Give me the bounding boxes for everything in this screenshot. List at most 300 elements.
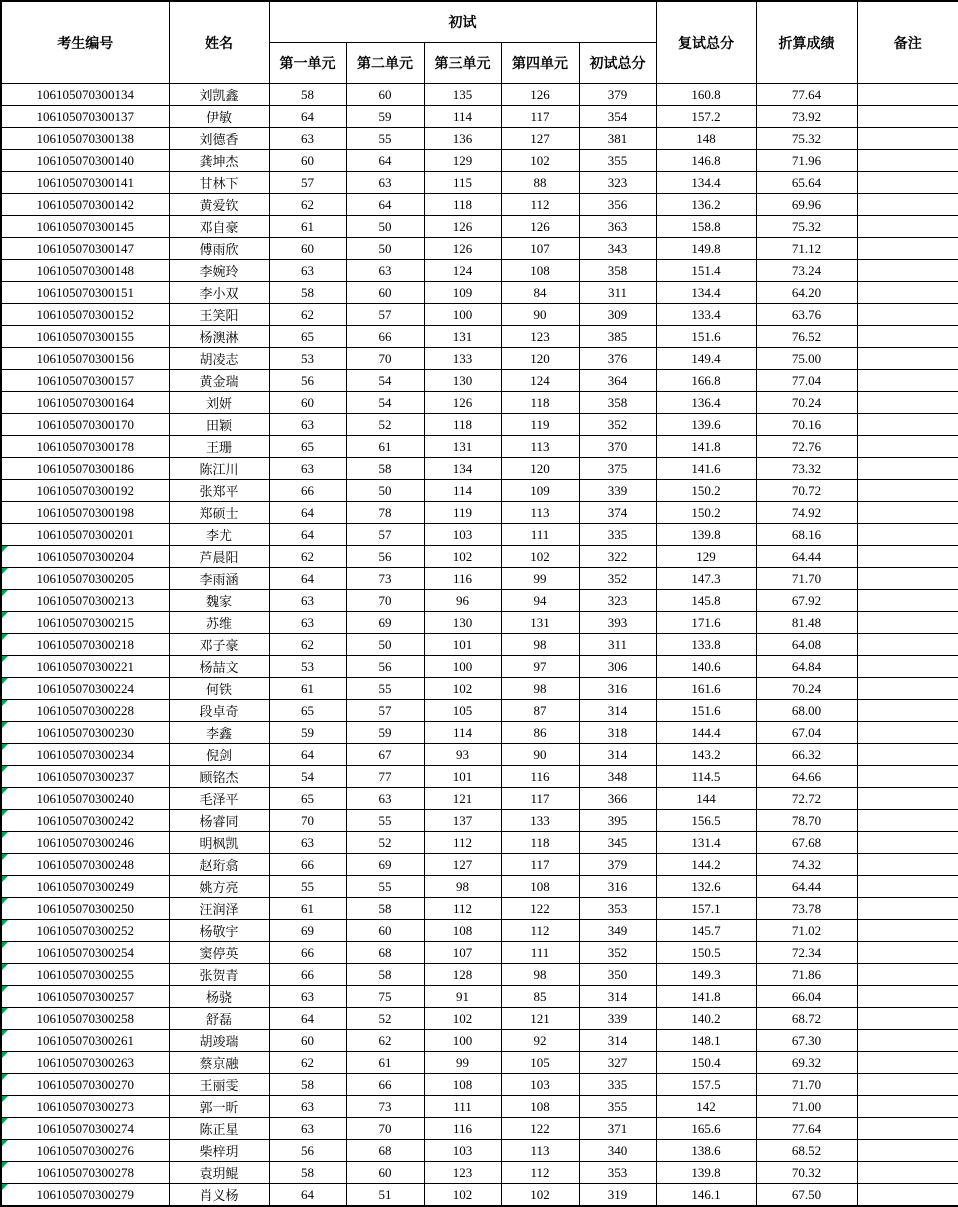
retest-total-cell[interactable]: 134.4 [656, 282, 756, 304]
retest-total-cell[interactable]: 136.2 [656, 194, 756, 216]
name-cell[interactable]: 姚方亮 [169, 876, 269, 898]
first-total-cell[interactable]: 349 [579, 920, 656, 942]
remark-cell[interactable] [857, 722, 958, 744]
candidate-id-cell[interactable]: 106105070300213 [1, 590, 169, 612]
unit4-cell[interactable]: 127 [501, 128, 579, 150]
unit1-cell[interactable]: 62 [269, 194, 346, 216]
converted-score-cell[interactable]: 75.32 [756, 128, 857, 150]
unit3-cell[interactable]: 131 [424, 326, 501, 348]
converted-score-cell[interactable]: 73.24 [756, 260, 857, 282]
header-unit1[interactable]: 第一单元 [269, 43, 346, 84]
candidate-id-cell[interactable]: 106105070300137 [1, 106, 169, 128]
remark-cell[interactable] [857, 392, 958, 414]
first-total-cell[interactable]: 314 [579, 986, 656, 1008]
unit1-cell[interactable]: 59 [269, 722, 346, 744]
unit1-cell[interactable]: 58 [269, 1162, 346, 1184]
unit3-cell[interactable]: 118 [424, 414, 501, 436]
unit3-cell[interactable]: 129 [424, 150, 501, 172]
converted-score-cell[interactable]: 67.68 [756, 832, 857, 854]
candidate-id-cell[interactable]: 106105070300198 [1, 502, 169, 524]
candidate-id-cell[interactable]: 106105070300205 [1, 568, 169, 590]
first-total-cell[interactable]: 379 [579, 84, 656, 106]
unit1-cell[interactable]: 63 [269, 458, 346, 480]
unit4-cell[interactable]: 97 [501, 656, 579, 678]
retest-total-cell[interactable]: 144.2 [656, 854, 756, 876]
converted-score-cell[interactable]: 70.72 [756, 480, 857, 502]
candidate-id-cell[interactable]: 106105070300204 [1, 546, 169, 568]
unit2-cell[interactable]: 59 [346, 106, 424, 128]
candidate-id-cell[interactable]: 106105070300147 [1, 238, 169, 260]
unit2-cell[interactable]: 77 [346, 766, 424, 788]
header-remark[interactable]: 备注 [857, 1, 958, 84]
candidate-id-cell[interactable]: 106105070300254 [1, 942, 169, 964]
unit4-cell[interactable]: 86 [501, 722, 579, 744]
remark-cell[interactable] [857, 1030, 958, 1052]
unit2-cell[interactable]: 73 [346, 568, 424, 590]
unit3-cell[interactable]: 98 [424, 876, 501, 898]
name-cell[interactable]: 何铁 [169, 678, 269, 700]
remark-cell[interactable] [857, 414, 958, 436]
unit2-cell[interactable]: 59 [346, 722, 424, 744]
unit3-cell[interactable]: 102 [424, 678, 501, 700]
converted-score-cell[interactable]: 71.70 [756, 568, 857, 590]
unit1-cell[interactable]: 65 [269, 788, 346, 810]
candidate-id-cell[interactable]: 106105070300151 [1, 282, 169, 304]
remark-cell[interactable] [857, 194, 958, 216]
converted-score-cell[interactable]: 68.00 [756, 700, 857, 722]
remark-cell[interactable] [857, 106, 958, 128]
retest-total-cell[interactable]: 134.4 [656, 172, 756, 194]
unit1-cell[interactable]: 53 [269, 348, 346, 370]
unit3-cell[interactable]: 127 [424, 854, 501, 876]
unit2-cell[interactable]: 70 [346, 590, 424, 612]
retest-total-cell[interactable]: 132.6 [656, 876, 756, 898]
unit3-cell[interactable]: 114 [424, 722, 501, 744]
first-total-cell[interactable]: 311 [579, 634, 656, 656]
retest-total-cell[interactable]: 141.8 [656, 436, 756, 458]
unit2-cell[interactable]: 69 [346, 854, 424, 876]
retest-total-cell[interactable]: 149.3 [656, 964, 756, 986]
remark-cell[interactable] [857, 216, 958, 238]
candidate-id-cell[interactable]: 106105070300228 [1, 700, 169, 722]
remark-cell[interactable] [857, 238, 958, 260]
retest-total-cell[interactable]: 141.8 [656, 986, 756, 1008]
unit2-cell[interactable]: 50 [346, 634, 424, 656]
unit3-cell[interactable]: 100 [424, 656, 501, 678]
remark-cell[interactable] [857, 1118, 958, 1140]
unit2-cell[interactable]: 55 [346, 128, 424, 150]
unit3-cell[interactable]: 101 [424, 766, 501, 788]
retest-total-cell[interactable]: 148 [656, 128, 756, 150]
unit4-cell[interactable]: 120 [501, 458, 579, 480]
unit2-cell[interactable]: 52 [346, 1008, 424, 1030]
retest-total-cell[interactable]: 136.4 [656, 392, 756, 414]
converted-score-cell[interactable]: 77.64 [756, 1118, 857, 1140]
unit4-cell[interactable]: 98 [501, 964, 579, 986]
retest-total-cell[interactable]: 129 [656, 546, 756, 568]
candidate-id-cell[interactable]: 106105070300201 [1, 524, 169, 546]
unit2-cell[interactable]: 68 [346, 1140, 424, 1162]
first-total-cell[interactable]: 356 [579, 194, 656, 216]
unit4-cell[interactable]: 98 [501, 678, 579, 700]
first-total-cell[interactable]: 316 [579, 678, 656, 700]
unit3-cell[interactable]: 96 [424, 590, 501, 612]
converted-score-cell[interactable]: 68.16 [756, 524, 857, 546]
unit4-cell[interactable]: 116 [501, 766, 579, 788]
unit3-cell[interactable]: 108 [424, 1074, 501, 1096]
name-cell[interactable]: 李尤 [169, 524, 269, 546]
name-cell[interactable]: 李雨涵 [169, 568, 269, 590]
unit2-cell[interactable]: 60 [346, 920, 424, 942]
converted-score-cell[interactable]: 74.32 [756, 854, 857, 876]
unit2-cell[interactable]: 60 [346, 282, 424, 304]
first-total-cell[interactable]: 354 [579, 106, 656, 128]
unit1-cell[interactable]: 70 [269, 810, 346, 832]
unit4-cell[interactable]: 113 [501, 1140, 579, 1162]
name-cell[interactable]: 刘妍 [169, 392, 269, 414]
unit4-cell[interactable]: 111 [501, 524, 579, 546]
unit2-cell[interactable]: 73 [346, 1096, 424, 1118]
converted-score-cell[interactable]: 71.02 [756, 920, 857, 942]
name-cell[interactable]: 黄爱钦 [169, 194, 269, 216]
retest-total-cell[interactable]: 139.6 [656, 414, 756, 436]
candidate-id-cell[interactable]: 106105070300134 [1, 84, 169, 106]
name-cell[interactable]: 袁玥鲲 [169, 1162, 269, 1184]
unit4-cell[interactable]: 90 [501, 304, 579, 326]
name-cell[interactable]: 田颖 [169, 414, 269, 436]
first-total-cell[interactable]: 309 [579, 304, 656, 326]
unit4-cell[interactable]: 102 [501, 150, 579, 172]
first-total-cell[interactable]: 323 [579, 172, 656, 194]
unit3-cell[interactable]: 114 [424, 106, 501, 128]
converted-score-cell[interactable]: 65.64 [756, 172, 857, 194]
unit3-cell[interactable]: 134 [424, 458, 501, 480]
unit1-cell[interactable]: 61 [269, 216, 346, 238]
unit2-cell[interactable]: 60 [346, 84, 424, 106]
retest-total-cell[interactable]: 161.6 [656, 678, 756, 700]
unit4-cell[interactable]: 112 [501, 194, 579, 216]
unit4-cell[interactable]: 126 [501, 84, 579, 106]
retest-total-cell[interactable]: 158.8 [656, 216, 756, 238]
unit1-cell[interactable]: 65 [269, 700, 346, 722]
unit1-cell[interactable]: 62 [269, 304, 346, 326]
unit4-cell[interactable]: 117 [501, 854, 579, 876]
unit4-cell[interactable]: 124 [501, 370, 579, 392]
name-cell[interactable]: 芦晨阳 [169, 546, 269, 568]
name-cell[interactable]: 赵珩翕 [169, 854, 269, 876]
converted-score-cell[interactable]: 66.32 [756, 744, 857, 766]
unit4-cell[interactable]: 85 [501, 986, 579, 1008]
unit1-cell[interactable]: 65 [269, 326, 346, 348]
remark-cell[interactable] [857, 348, 958, 370]
unit4-cell[interactable]: 87 [501, 700, 579, 722]
first-total-cell[interactable]: 376 [579, 348, 656, 370]
unit2-cell[interactable]: 61 [346, 436, 424, 458]
unit1-cell[interactable]: 64 [269, 744, 346, 766]
remark-cell[interactable] [857, 260, 958, 282]
remark-cell[interactable] [857, 458, 958, 480]
first-total-cell[interactable]: 340 [579, 1140, 656, 1162]
candidate-id-cell[interactable]: 106105070300279 [1, 1184, 169, 1207]
remark-cell[interactable] [857, 282, 958, 304]
retest-total-cell[interactable]: 160.8 [656, 84, 756, 106]
unit1-cell[interactable]: 66 [269, 480, 346, 502]
unit2-cell[interactable]: 55 [346, 678, 424, 700]
converted-score-cell[interactable]: 72.34 [756, 942, 857, 964]
unit1-cell[interactable]: 56 [269, 370, 346, 392]
first-total-cell[interactable]: 323 [579, 590, 656, 612]
converted-score-cell[interactable]: 71.86 [756, 964, 857, 986]
unit4-cell[interactable]: 133 [501, 810, 579, 832]
candidate-id-cell[interactable]: 106105070300141 [1, 172, 169, 194]
unit1-cell[interactable]: 64 [269, 524, 346, 546]
retest-total-cell[interactable]: 145.7 [656, 920, 756, 942]
unit4-cell[interactable]: 113 [501, 502, 579, 524]
remark-cell[interactable] [857, 1074, 958, 1096]
converted-score-cell[interactable]: 67.30 [756, 1030, 857, 1052]
unit4-cell[interactable]: 112 [501, 920, 579, 942]
first-total-cell[interactable]: 375 [579, 458, 656, 480]
retest-total-cell[interactable]: 156.5 [656, 810, 756, 832]
unit3-cell[interactable]: 102 [424, 1008, 501, 1030]
unit2-cell[interactable]: 67 [346, 744, 424, 766]
name-cell[interactable]: 刘凯鑫 [169, 84, 269, 106]
retest-total-cell[interactable]: 141.6 [656, 458, 756, 480]
remark-cell[interactable] [857, 546, 958, 568]
candidate-id-cell[interactable]: 106105070300274 [1, 1118, 169, 1140]
converted-score-cell[interactable]: 64.08 [756, 634, 857, 656]
converted-score-cell[interactable]: 66.04 [756, 986, 857, 1008]
header-converted-score[interactable]: 折算成绩 [756, 1, 857, 84]
unit2-cell[interactable]: 63 [346, 172, 424, 194]
unit2-cell[interactable]: 66 [346, 326, 424, 348]
retest-total-cell[interactable]: 151.4 [656, 260, 756, 282]
header-first-exam-group[interactable]: 初试 [269, 1, 656, 43]
unit3-cell[interactable]: 123 [424, 1162, 501, 1184]
first-total-cell[interactable]: 339 [579, 480, 656, 502]
unit3-cell[interactable]: 119 [424, 502, 501, 524]
converted-score-cell[interactable]: 64.20 [756, 282, 857, 304]
unit4-cell[interactable]: 108 [501, 1096, 579, 1118]
remark-cell[interactable] [857, 172, 958, 194]
name-cell[interactable]: 郑硕士 [169, 502, 269, 524]
retest-total-cell[interactable]: 150.2 [656, 480, 756, 502]
remark-cell[interactable] [857, 568, 958, 590]
unit3-cell[interactable]: 91 [424, 986, 501, 1008]
unit1-cell[interactable]: 66 [269, 964, 346, 986]
first-total-cell[interactable]: 322 [579, 546, 656, 568]
candidate-id-cell[interactable]: 106105070300145 [1, 216, 169, 238]
retest-total-cell[interactable]: 114.5 [656, 766, 756, 788]
retest-total-cell[interactable]: 146.1 [656, 1184, 756, 1207]
unit3-cell[interactable]: 105 [424, 700, 501, 722]
unit3-cell[interactable]: 102 [424, 546, 501, 568]
unit4-cell[interactable]: 118 [501, 832, 579, 854]
converted-score-cell[interactable]: 70.24 [756, 392, 857, 414]
unit2-cell[interactable]: 51 [346, 1184, 424, 1207]
remark-cell[interactable] [857, 766, 958, 788]
converted-score-cell[interactable]: 77.64 [756, 84, 857, 106]
name-cell[interactable]: 甘林下 [169, 172, 269, 194]
name-cell[interactable]: 王珊 [169, 436, 269, 458]
first-total-cell[interactable]: 314 [579, 700, 656, 722]
unit3-cell[interactable]: 126 [424, 216, 501, 238]
unit1-cell[interactable]: 56 [269, 1140, 346, 1162]
name-cell[interactable]: 王丽雯 [169, 1074, 269, 1096]
unit4-cell[interactable]: 102 [501, 1184, 579, 1207]
unit2-cell[interactable]: 68 [346, 942, 424, 964]
retest-total-cell[interactable]: 143.2 [656, 744, 756, 766]
unit1-cell[interactable]: 65 [269, 436, 346, 458]
first-total-cell[interactable]: 327 [579, 1052, 656, 1074]
first-total-cell[interactable]: 339 [579, 1008, 656, 1030]
remark-cell[interactable] [857, 590, 958, 612]
retest-total-cell[interactable]: 133.8 [656, 634, 756, 656]
unit2-cell[interactable]: 75 [346, 986, 424, 1008]
unit3-cell[interactable]: 136 [424, 128, 501, 150]
unit1-cell[interactable]: 63 [269, 1118, 346, 1140]
unit3-cell[interactable]: 126 [424, 238, 501, 260]
retest-total-cell[interactable]: 148.1 [656, 1030, 756, 1052]
candidate-id-cell[interactable]: 106105070300273 [1, 1096, 169, 1118]
name-cell[interactable]: 刘德香 [169, 128, 269, 150]
first-total-cell[interactable]: 311 [579, 282, 656, 304]
unit4-cell[interactable]: 99 [501, 568, 579, 590]
unit1-cell[interactable]: 69 [269, 920, 346, 942]
unit2-cell[interactable]: 58 [346, 898, 424, 920]
unit3-cell[interactable]: 118 [424, 194, 501, 216]
candidate-id-cell[interactable]: 106105070300221 [1, 656, 169, 678]
candidate-id-cell[interactable]: 106105070300270 [1, 1074, 169, 1096]
first-total-cell[interactable]: 374 [579, 502, 656, 524]
retest-total-cell[interactable]: 142 [656, 1096, 756, 1118]
name-cell[interactable]: 黄金瑞 [169, 370, 269, 392]
retest-total-cell[interactable]: 139.8 [656, 1162, 756, 1184]
remark-cell[interactable] [857, 832, 958, 854]
unit1-cell[interactable]: 64 [269, 568, 346, 590]
retest-total-cell[interactable]: 139.8 [656, 524, 756, 546]
unit1-cell[interactable]: 60 [269, 238, 346, 260]
candidate-id-cell[interactable]: 106105070300230 [1, 722, 169, 744]
first-total-cell[interactable]: 358 [579, 260, 656, 282]
candidate-id-cell[interactable]: 106105070300248 [1, 854, 169, 876]
first-total-cell[interactable]: 364 [579, 370, 656, 392]
retest-total-cell[interactable]: 151.6 [656, 700, 756, 722]
unit2-cell[interactable]: 57 [346, 700, 424, 722]
retest-total-cell[interactable]: 131.4 [656, 832, 756, 854]
name-cell[interactable]: 王笑阳 [169, 304, 269, 326]
unit2-cell[interactable]: 56 [346, 656, 424, 678]
unit1-cell[interactable]: 58 [269, 84, 346, 106]
remark-cell[interactable] [857, 854, 958, 876]
remark-cell[interactable] [857, 502, 958, 524]
retest-total-cell[interactable]: 146.8 [656, 150, 756, 172]
candidate-id-cell[interactable]: 106105070300142 [1, 194, 169, 216]
unit2-cell[interactable]: 64 [346, 150, 424, 172]
first-total-cell[interactable]: 371 [579, 1118, 656, 1140]
unit2-cell[interactable]: 52 [346, 832, 424, 854]
unit1-cell[interactable]: 58 [269, 282, 346, 304]
converted-score-cell[interactable]: 72.76 [756, 436, 857, 458]
unit1-cell[interactable]: 54 [269, 766, 346, 788]
retest-total-cell[interactable]: 147.3 [656, 568, 756, 590]
first-total-cell[interactable]: 343 [579, 238, 656, 260]
first-total-cell[interactable]: 314 [579, 1030, 656, 1052]
unit3-cell[interactable]: 126 [424, 392, 501, 414]
candidate-id-cell[interactable]: 106105070300276 [1, 1140, 169, 1162]
unit1-cell[interactable]: 64 [269, 106, 346, 128]
retest-total-cell[interactable]: 150.5 [656, 942, 756, 964]
converted-score-cell[interactable]: 67.04 [756, 722, 857, 744]
unit4-cell[interactable]: 94 [501, 590, 579, 612]
candidate-id-cell[interactable]: 106105070300192 [1, 480, 169, 502]
unit2-cell[interactable]: 57 [346, 524, 424, 546]
first-total-cell[interactable]: 306 [579, 656, 656, 678]
unit4-cell[interactable]: 108 [501, 260, 579, 282]
name-cell[interactable]: 邓自豪 [169, 216, 269, 238]
name-cell[interactable]: 杨睿同 [169, 810, 269, 832]
unit1-cell[interactable]: 60 [269, 1030, 346, 1052]
unit1-cell[interactable]: 55 [269, 876, 346, 898]
name-cell[interactable]: 魏家 [169, 590, 269, 612]
header-first-exam-total[interactable]: 初试总分 [579, 43, 656, 84]
name-cell[interactable]: 杨骁 [169, 986, 269, 1008]
candidate-id-cell[interactable]: 106105070300237 [1, 766, 169, 788]
converted-score-cell[interactable]: 77.04 [756, 370, 857, 392]
retest-total-cell[interactable]: 145.8 [656, 590, 756, 612]
name-cell[interactable]: 蔡京融 [169, 1052, 269, 1074]
retest-total-cell[interactable]: 171.6 [656, 612, 756, 634]
remark-cell[interactable] [857, 128, 958, 150]
unit1-cell[interactable]: 63 [269, 128, 346, 150]
name-cell[interactable]: 陈正星 [169, 1118, 269, 1140]
converted-score-cell[interactable]: 71.96 [756, 150, 857, 172]
retest-total-cell[interactable]: 149.8 [656, 238, 756, 260]
first-total-cell[interactable]: 358 [579, 392, 656, 414]
candidate-id-cell[interactable]: 106105070300157 [1, 370, 169, 392]
unit4-cell[interactable]: 113 [501, 436, 579, 458]
unit1-cell[interactable]: 63 [269, 1096, 346, 1118]
retest-total-cell[interactable]: 149.4 [656, 348, 756, 370]
converted-score-cell[interactable]: 76.52 [756, 326, 857, 348]
unit1-cell[interactable]: 62 [269, 546, 346, 568]
name-cell[interactable]: 傅雨欣 [169, 238, 269, 260]
unit4-cell[interactable]: 102 [501, 546, 579, 568]
unit2-cell[interactable]: 56 [346, 546, 424, 568]
unit4-cell[interactable]: 117 [501, 788, 579, 810]
remark-cell[interactable] [857, 920, 958, 942]
unit4-cell[interactable]: 84 [501, 282, 579, 304]
candidate-id-cell[interactable]: 106105070300252 [1, 920, 169, 942]
unit2-cell[interactable]: 50 [346, 238, 424, 260]
first-total-cell[interactable]: 355 [579, 150, 656, 172]
unit2-cell[interactable]: 70 [346, 1118, 424, 1140]
unit3-cell[interactable]: 100 [424, 1030, 501, 1052]
converted-score-cell[interactable]: 68.72 [756, 1008, 857, 1030]
remark-cell[interactable] [857, 370, 958, 392]
first-total-cell[interactable]: 348 [579, 766, 656, 788]
unit1-cell[interactable]: 64 [269, 502, 346, 524]
unit1-cell[interactable]: 60 [269, 392, 346, 414]
first-total-cell[interactable]: 379 [579, 854, 656, 876]
unit1-cell[interactable]: 66 [269, 854, 346, 876]
unit3-cell[interactable]: 108 [424, 920, 501, 942]
unit1-cell[interactable]: 63 [269, 612, 346, 634]
remark-cell[interactable] [857, 1096, 958, 1118]
retest-total-cell[interactable]: 144.4 [656, 722, 756, 744]
unit1-cell[interactable]: 64 [269, 1008, 346, 1030]
first-total-cell[interactable]: 350 [579, 964, 656, 986]
